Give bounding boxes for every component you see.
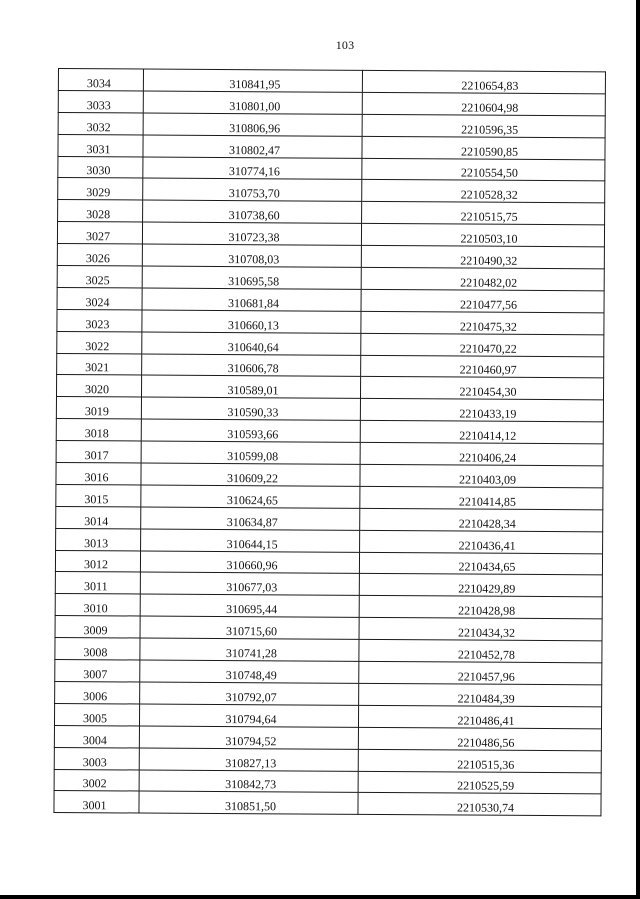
y-coordinate-cell (361, 267, 604, 290)
point-number-cell (55, 681, 140, 703)
x-coordinate-cell-text: 310660,13 (227, 317, 279, 333)
x-coordinate-cell (143, 91, 362, 114)
x-coordinate-cell (143, 157, 362, 180)
y-coordinate-cell-text: 2210477,56 (460, 297, 518, 312)
point-number-cell-text: 3020 (84, 382, 110, 397)
x-coordinate-cell (141, 441, 360, 464)
point-number-cell-text: 3007 (83, 667, 108, 682)
point-number-cell-text: 3033 (86, 97, 111, 113)
y-coordinate-cell (362, 70, 605, 93)
point-number-cell (54, 769, 139, 791)
point-number-cell (58, 112, 143, 134)
x-coordinate-cell (143, 69, 362, 92)
y-coordinate-cell (360, 530, 603, 553)
page-number: 103 (335, 38, 355, 52)
y-coordinate-cell-text: 2210414,85 (458, 494, 516, 509)
y-coordinate-cell-text: 2210486,56 (457, 735, 515, 750)
x-coordinate-cell-text: 310774,16 (228, 164, 280, 179)
y-coordinate-cell (358, 749, 601, 772)
coordinates-table-body (54, 69, 606, 817)
y-coordinate-cell (359, 574, 602, 597)
x-coordinate-cell-text: 310723,38 (228, 230, 280, 245)
point-number-cell-text: 3003 (82, 754, 107, 769)
x-coordinate-cell-text: 310794,64 (225, 711, 277, 727)
x-coordinate-cell-text: 310681,84 (228, 295, 280, 311)
y-coordinate-cell-text: 2210528,32 (460, 187, 518, 203)
point-number-cell (55, 550, 140, 572)
point-number-cell-text: 3014 (84, 513, 109, 529)
point-number-cell (57, 244, 142, 266)
x-coordinate-cell (142, 354, 361, 377)
y-coordinate-cell (362, 136, 605, 159)
point-number-cell (56, 397, 141, 419)
y-coordinate-cell (359, 661, 602, 684)
y-coordinate-cell (360, 421, 603, 444)
x-coordinate-cell-text: 310660,96 (226, 558, 278, 573)
y-coordinate-cell (358, 727, 601, 750)
point-number-cell-text: 3016 (84, 470, 109, 485)
x-coordinate-cell-text: 310827,13 (225, 755, 277, 770)
y-coordinate-cell (361, 224, 604, 247)
x-coordinate-cell-text: 310802,47 (228, 142, 281, 157)
x-coordinate-cell-text: 310634,87 (226, 514, 278, 530)
point-number-cell-text: 3015 (84, 491, 109, 507)
point-number-cell-text: 3022 (85, 338, 110, 353)
y-coordinate-cell-text: 2210515,36 (457, 756, 515, 772)
y-coordinate-cell-text: 2210429,89 (458, 581, 516, 597)
x-coordinate-cell (143, 178, 362, 201)
x-coordinate-cell-text: 310640,64 (227, 339, 279, 354)
x-coordinate-cell (143, 113, 362, 136)
x-coordinate-cell (143, 200, 362, 223)
point-number-cell (56, 463, 141, 485)
x-coordinate-cell-text: 310794,52 (225, 733, 277, 748)
scan-border-right (636, 0, 640, 899)
y-coordinate-cell-text: 2210434,32 (458, 625, 516, 640)
y-coordinate-cell-text: 2210457,96 (457, 669, 515, 684)
x-coordinate-cell-text: 310841,95 (229, 76, 281, 92)
x-coordinate-cell-text: 310644,15 (226, 536, 278, 551)
x-coordinate-cell-text: 310806,96 (229, 120, 281, 136)
x-coordinate-cell (142, 244, 361, 267)
x-coordinate-cell (143, 135, 362, 158)
point-number-cell-text: 3009 (83, 623, 108, 638)
y-coordinate-cell-text: 2210403,09 (458, 472, 517, 487)
x-coordinate-cell-text: 310589,01 (227, 383, 279, 398)
y-coordinate-cell (360, 399, 603, 422)
point-number-cell (57, 331, 142, 353)
point-number-cell-text: 3019 (84, 404, 109, 419)
point-number-cell (58, 178, 143, 200)
y-coordinate-cell-text: 2210654,83 (461, 78, 519, 93)
x-coordinate-cell (140, 551, 359, 574)
x-coordinate-cell-text: 310842,73 (225, 777, 277, 792)
point-number-cell-text: 3023 (85, 316, 110, 332)
point-number-cell-text: 3027 (85, 229, 111, 244)
y-coordinate-cell-text: 2210436,41 (458, 538, 516, 553)
x-coordinate-cell-text: 310599,08 (227, 449, 279, 464)
x-coordinate-cell (141, 419, 360, 442)
y-coordinate-cell-text: 2210503,10 (460, 231, 518, 246)
point-number-cell (54, 725, 139, 747)
x-coordinate-cell-text: 310738,60 (228, 208, 280, 223)
point-number-cell-text: 3004 (82, 732, 107, 747)
y-coordinate-cell (362, 158, 605, 181)
point-number-cell (56, 419, 141, 441)
point-number-cell-text: 3005 (82, 710, 108, 726)
x-coordinate-cell (139, 791, 358, 814)
point-number-cell (57, 266, 142, 288)
point-number-cell-text: 3028 (86, 207, 111, 222)
y-coordinate-cell (360, 486, 603, 509)
point-number-cell (56, 375, 141, 397)
x-coordinate-cell-text: 310753,70 (228, 186, 280, 201)
x-coordinate-cell (140, 638, 359, 661)
y-coordinate-cell-text: 2210414,12 (459, 428, 517, 443)
y-coordinate-cell-text: 2210470,22 (459, 341, 517, 356)
x-coordinate-cell-text: 310609,22 (226, 470, 279, 486)
y-coordinate-cell-text: 2210428,98 (458, 603, 516, 619)
y-coordinate-cell (359, 596, 602, 619)
x-coordinate-cell (139, 770, 358, 793)
x-coordinate-cell-text: 310741,28 (225, 646, 277, 661)
x-coordinate-cell (142, 310, 361, 333)
y-coordinate-cell-text: 2210530,74 (456, 800, 515, 816)
x-coordinate-cell (141, 507, 360, 530)
y-coordinate-cell (361, 245, 604, 268)
y-coordinate-cell (358, 793, 601, 816)
point-number-cell-text: 3011 (84, 579, 108, 594)
point-number-cell-text: 3018 (84, 426, 109, 441)
x-coordinate-cell (141, 375, 360, 398)
point-number-cell-text: 3026 (85, 251, 110, 266)
point-number-cell (58, 90, 143, 112)
x-coordinate-cell (140, 660, 359, 683)
x-coordinate-cell (141, 485, 360, 508)
point-number-cell-text: 3006 (83, 688, 108, 704)
coordinates-table (53, 68, 606, 817)
x-coordinate-cell (140, 594, 359, 617)
point-number-cell-text: 3030 (86, 163, 111, 178)
point-number-cell-text: 3010 (83, 601, 108, 616)
y-coordinate-cell (359, 683, 602, 706)
x-coordinate-cell (139, 748, 358, 771)
point-number-cell (58, 156, 143, 178)
x-coordinate-cell (142, 266, 361, 289)
point-number-cell-text: 3034 (86, 76, 111, 91)
x-coordinate-cell-text: 310593,66 (227, 427, 279, 442)
point-number-cell (56, 484, 141, 506)
y-coordinate-cell-text: 2210428,34 (458, 516, 516, 531)
point-number-cell (57, 287, 142, 309)
y-coordinate-cell-text: 2210596,35 (461, 122, 519, 137)
x-coordinate-cell-text: 310715,60 (226, 624, 278, 639)
y-coordinate-cell (359, 618, 602, 641)
point-number-cell (54, 791, 139, 813)
point-number-cell (57, 222, 142, 244)
point-number-cell (56, 441, 141, 463)
point-number-cell (55, 594, 140, 616)
y-coordinate-cell (360, 464, 603, 487)
y-coordinate-cell-text: 2210590,85 (460, 144, 519, 159)
point-number-cell (54, 747, 139, 769)
x-coordinate-cell-text: 310801,00 (229, 98, 281, 114)
scan-border-bottom (0, 895, 640, 899)
point-number-cell (58, 200, 143, 222)
point-number-cell-text: 3031 (86, 141, 111, 156)
y-coordinate-cell (361, 333, 604, 356)
x-coordinate-cell-text: 310695,58 (228, 273, 280, 289)
table-row (54, 791, 601, 816)
y-coordinate-cell-text: 2210406,24 (459, 450, 517, 465)
y-coordinate-cell-text: 2210482,02 (460, 275, 518, 290)
point-number-cell (57, 353, 142, 375)
x-coordinate-cell (142, 332, 361, 355)
point-number-cell-text: 3024 (85, 294, 110, 310)
y-coordinate-cell-text: 2210475,32 (459, 319, 517, 334)
y-coordinate-cell-text: 2210554,50 (460, 165, 518, 181)
x-coordinate-cell-text: 310624,65 (226, 492, 278, 508)
y-coordinate-cell (361, 289, 604, 312)
y-coordinate-cell-text: 2210525,59 (457, 778, 515, 794)
point-number-cell-text: 3021 (85, 360, 110, 375)
y-coordinate-cell-text: 2210434,65 (458, 559, 516, 575)
point-number-cell (56, 506, 141, 528)
point-number-cell-text: 3017 (84, 448, 109, 463)
x-coordinate-cell-text: 310677,03 (226, 580, 278, 595)
x-coordinate-cell (142, 222, 361, 245)
point-number-cell-text: 3025 (85, 273, 110, 288)
point-number-cell-text: 3029 (86, 185, 111, 200)
x-coordinate-cell (141, 397, 360, 420)
y-coordinate-cell (359, 552, 602, 575)
point-number-cell (55, 616, 140, 638)
x-coordinate-cell (141, 463, 360, 486)
y-coordinate-cell (361, 355, 604, 378)
y-coordinate-cell (358, 771, 601, 794)
y-coordinate-cell-text: 2210490,32 (460, 253, 518, 268)
point-number-cell-text: 3001 (82, 798, 107, 813)
x-coordinate-cell (140, 682, 359, 705)
x-coordinate-cell (141, 529, 360, 552)
y-coordinate-cell (360, 377, 603, 400)
x-coordinate-cell-text: 310606,78 (227, 361, 279, 376)
y-coordinate-cell-text: 2210460,97 (459, 362, 517, 378)
point-number-cell-text: 3032 (86, 119, 111, 134)
x-coordinate-cell-text: 310748,49 (225, 667, 277, 683)
x-coordinate-cell-text: 310708,03 (228, 252, 280, 267)
y-coordinate-cell (362, 202, 605, 225)
y-coordinate-cell-text: 2210452,78 (457, 647, 515, 662)
y-coordinate-cell-text: 2210484,39 (457, 691, 515, 706)
point-number-cell-text: 3008 (83, 645, 108, 660)
point-number-cell (54, 703, 139, 725)
x-coordinate-cell-text: 310851,50 (224, 799, 277, 814)
x-coordinate-cell (142, 288, 361, 311)
y-coordinate-cell-text: 2210604,98 (461, 100, 519, 115)
y-coordinate-cell (359, 640, 602, 663)
point-number-cell (58, 69, 143, 91)
x-coordinate-cell (139, 704, 358, 727)
y-coordinate-cell (362, 180, 605, 203)
y-coordinate-cell-text: 2210486,41 (457, 713, 515, 728)
x-coordinate-cell (139, 726, 358, 749)
x-coordinate-cell-text: 310695,44 (226, 602, 278, 617)
point-number-cell (55, 638, 140, 660)
y-coordinate-cell (358, 705, 601, 728)
point-number-cell (57, 309, 142, 331)
point-number-cell (58, 134, 143, 156)
y-coordinate-cell-text: 2210515,75 (460, 209, 518, 225)
point-number-cell (55, 660, 140, 682)
point-number-cell-text: 3013 (84, 535, 109, 550)
x-coordinate-cell (140, 616, 359, 639)
y-coordinate-cell (361, 311, 604, 334)
point-number-cell (55, 572, 140, 594)
y-coordinate-cell (360, 508, 603, 531)
y-coordinate-cell-text: 2210433,19 (459, 406, 517, 422)
y-coordinate-cell-text: 2210454,30 (459, 384, 517, 400)
point-number-cell (56, 528, 141, 550)
y-coordinate-cell (362, 92, 605, 115)
y-coordinate-cell (360, 442, 603, 465)
x-coordinate-cell (140, 572, 359, 595)
point-number-cell-text: 3002 (82, 776, 107, 791)
x-coordinate-cell-text: 310792,07 (225, 689, 277, 705)
x-coordinate-cell-text: 310590,33 (227, 405, 279, 420)
point-number-cell-text: 3012 (83, 557, 109, 572)
y-coordinate-cell (362, 114, 605, 137)
